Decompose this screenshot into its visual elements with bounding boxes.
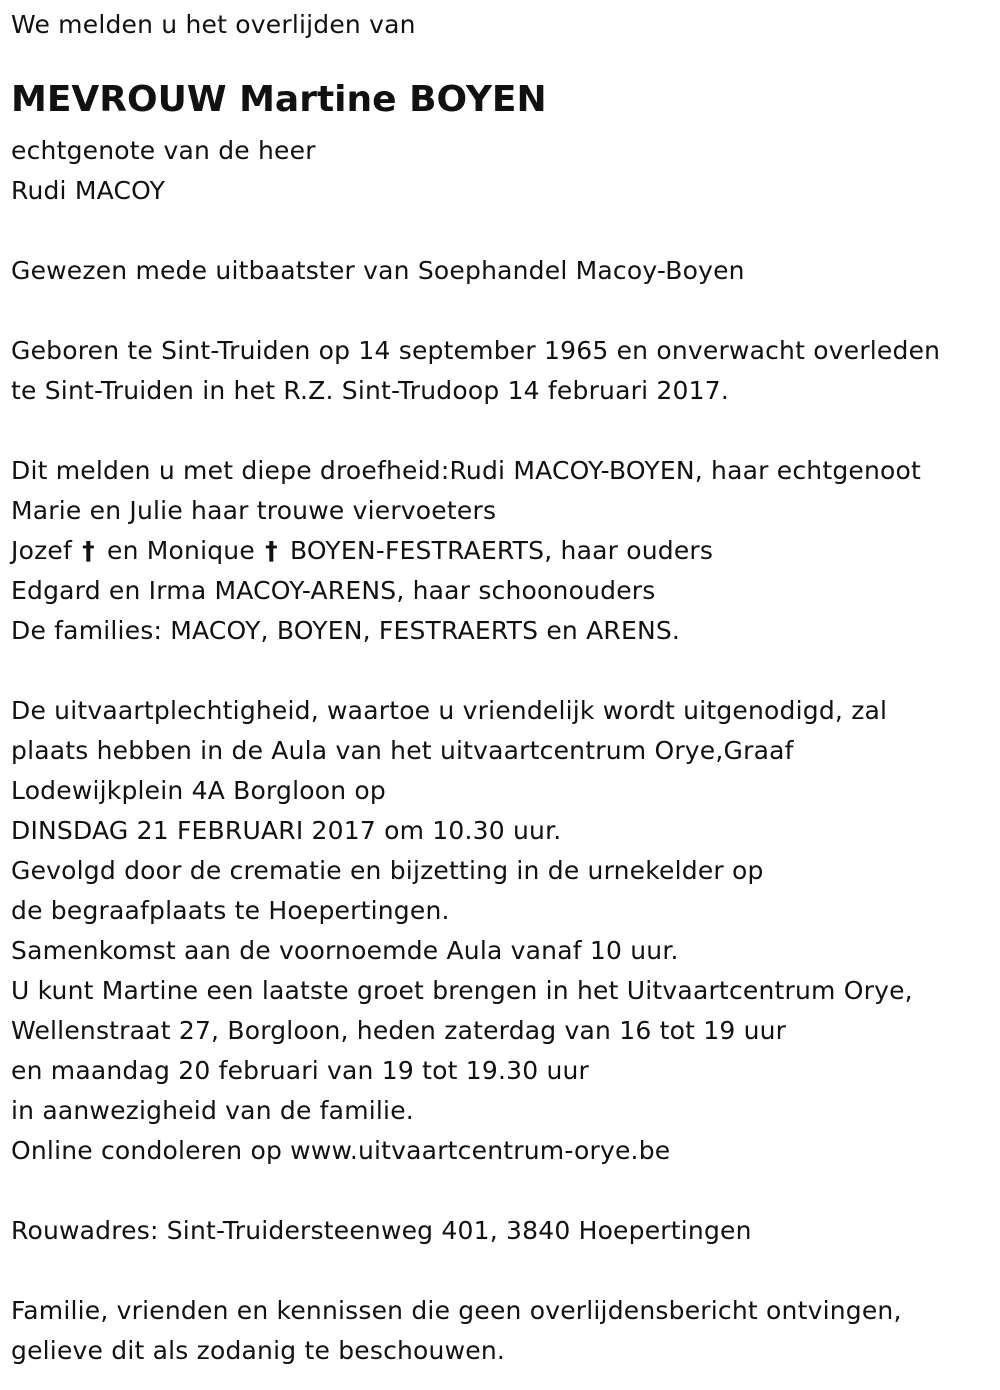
- ceremony-line: plaats hebben in de Aula van het uitvaartcentrum Orye,Graaf: [11, 736, 794, 765]
- ceremony-line: in aanwezigheid van de familie.: [11, 1096, 414, 1125]
- spouse-relation: echtgenote van de heer: [11, 136, 316, 165]
- spacer: [11, 1251, 996, 1291]
- family-line-5: De families: MACOY, BOYEN, FESTRAERTS en ARENS.: [11, 616, 681, 645]
- birth-death-line-1: Geboren te Sint-Truiden op 14 september 1965 en onverwacht overleden: [11, 336, 941, 365]
- father-name: Jozef: [11, 536, 72, 565]
- deceased-name: MEVROUW Martine BOYEN: [11, 79, 547, 120]
- mourning-address: Rouwadres: Sint-Truidersteenweg 401, 3840 Hoepertingen: [11, 1216, 752, 1245]
- family-line-1: Dit melden u met diepe droefheid:Rudi MACOY-BOYEN, haar echtgenoot: [11, 456, 922, 485]
- mother-name: en Monique: [107, 536, 255, 565]
- family-line-3: [11, 531, 996, 571]
- online-condolence-line: Online condoleren op www.uitvaartcentrum-orye.be: [11, 1136, 671, 1165]
- spacer: [11, 651, 996, 691]
- ceremony-line: Gevolgd door de crematie en bijzetting in de urnekelder op: [11, 856, 764, 885]
- cross-icon: †: [82, 536, 95, 565]
- ceremony-line: De uitvaartplechtigheid, waartoe u vriendelijk wordt uitgenodigd, zal: [11, 696, 888, 725]
- spacer: [11, 211, 996, 251]
- death-notice: [11, 0, 996, 1371]
- ceremony-line: U kunt Martine een laatste groet brengen in het Uitvaartcentrum Orye,: [11, 976, 913, 1005]
- occupation-text: Gewezen mede uitbaatster van Soephandel Macoy-Boyen: [11, 256, 745, 285]
- ceremony-line: DINSDAG 21 FEBRUARI 2017 om 10.30 uur.: [11, 816, 562, 845]
- spouse-name: Rudi MACOY: [11, 176, 166, 205]
- family-line-4: Edgard en Irma MACOY-ARENS, haar schoonouders: [11, 576, 656, 605]
- family-line-2: Marie en Julie haar trouwe viervoeters: [11, 496, 497, 525]
- birth-death-line-2: te Sint-Truiden in het R.Z. Sint-Trudoop 14 februari 2017.: [11, 376, 729, 405]
- spacer: [11, 411, 996, 451]
- spacer: [11, 1171, 996, 1211]
- ceremony-line: de begraafplaats te Hoepertingen.: [11, 896, 450, 925]
- cross-icon: †: [265, 536, 278, 565]
- ceremony-line: Wellenstraat 27, Borgloon, heden zaterdag van 16 tot 19 uur: [11, 1016, 787, 1045]
- intro-text: We melden u het overlijden van: [11, 10, 416, 39]
- ceremony-line: en maandag 20 februari van 19 tot 19.30 uur: [11, 1056, 590, 1085]
- closing-line-2: gelieve dit als zodanig te beschouwen.: [11, 1336, 506, 1365]
- ceremony-line: Samenkomst aan de voornoemde Aula vanaf 10 uur.: [11, 936, 679, 965]
- spacer: [11, 291, 996, 331]
- parents-surname: BOYEN-FESTRAERTS, haar ouders: [289, 536, 714, 565]
- ceremony-line: Lodewijkplein 4A Borgloon op: [11, 776, 386, 805]
- closing-line-1: Familie, vrienden en kennissen die geen overlijdensbericht ontvingen,: [11, 1296, 902, 1325]
